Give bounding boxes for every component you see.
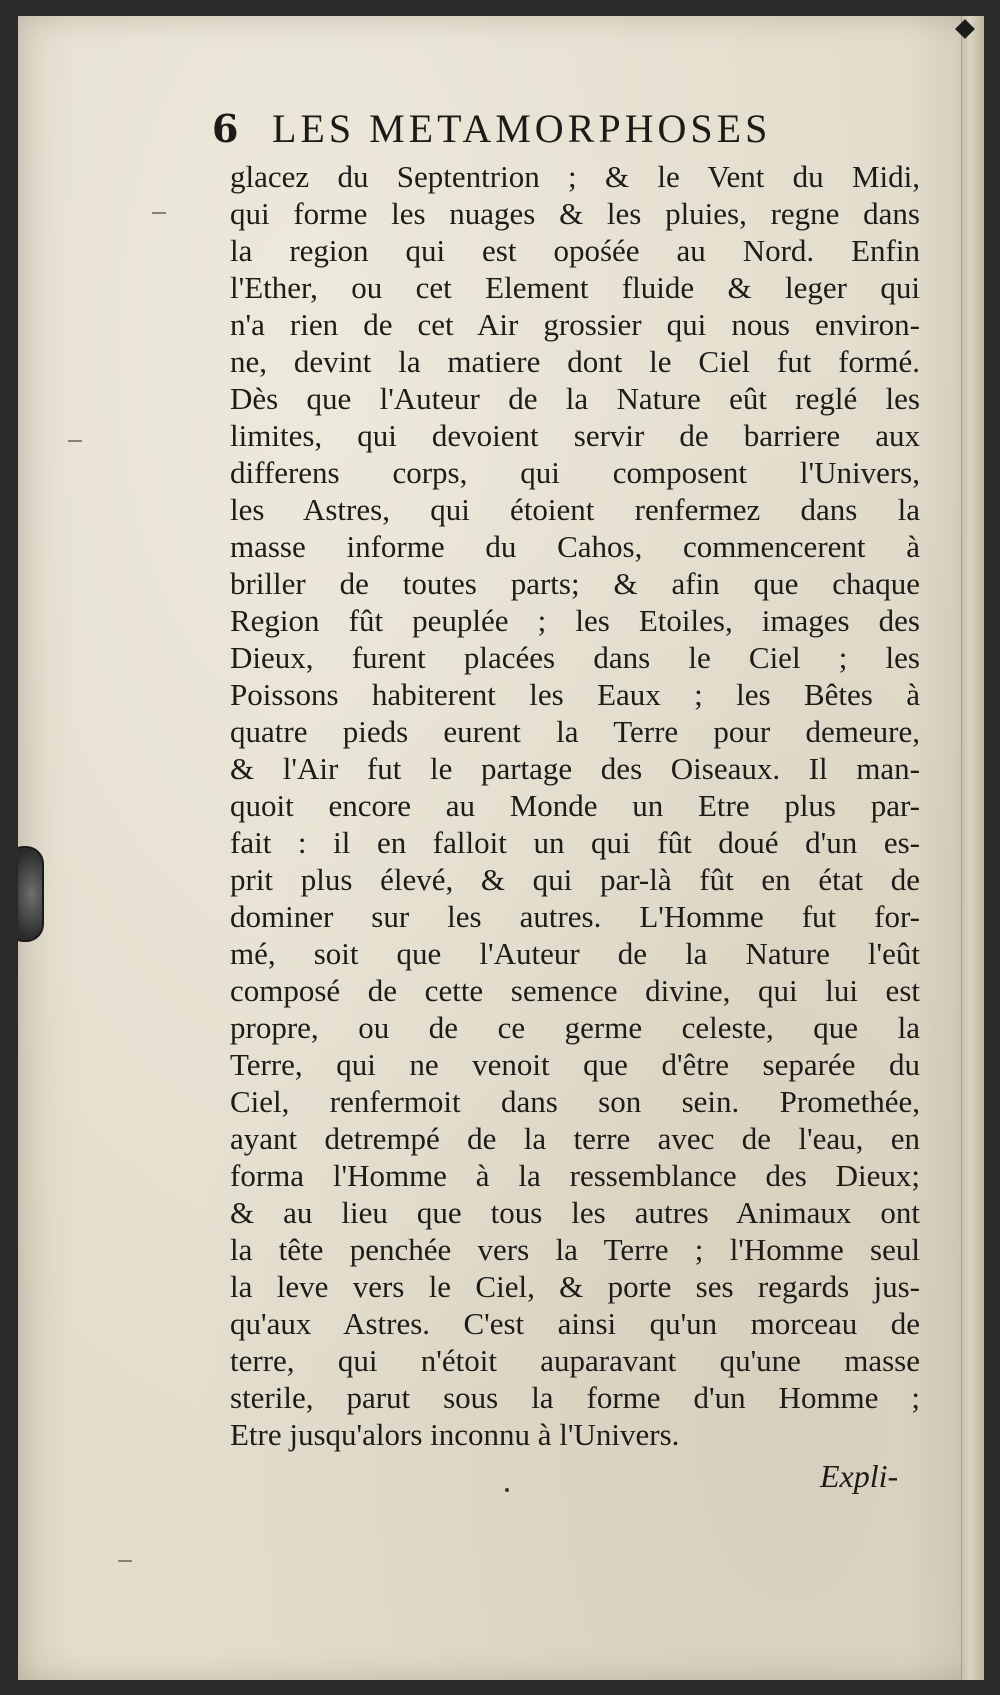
text-line: composé de cette semence divine, qui lui est <box>230 973 920 1008</box>
running-title: LES METAMORPHOSES <box>272 105 772 151</box>
text-line: Terre, qui ne venoit que d'être separée du <box>230 1047 920 1082</box>
text-line: la leve vers le Ciel, & porte ses regards jus- <box>230 1269 920 1304</box>
page-number: 6 <box>212 105 239 151</box>
text-line: forma l'Homme à la ressemblance des Dieux; <box>230 1158 920 1193</box>
text-line: quatre pieds eurent la Terre pour demeure, <box>230 714 920 749</box>
running-head <box>212 100 872 156</box>
text-line: & au lieu que tous les autres Animaux ont <box>230 1195 920 1230</box>
text-line: prit plus élevé, & qui par-là fût en état de <box>230 862 920 897</box>
text-line: Dieux, furent placées dans le Ciel ; les <box>230 640 920 675</box>
text-line: dominer sur les autres. L'Homme fut for- <box>230 899 920 934</box>
text-line: ne, devint la matiere dont le Ciel fut formé. <box>230 344 920 379</box>
text-line: l'Ether, ou cet Element fluide & leger qui <box>230 270 920 305</box>
text-block <box>230 158 920 1453</box>
text-line: Poissons habiterent les Eaux ; les Bêtes à <box>230 677 920 712</box>
text-line: masse informe du Cahos, commencerent à <box>230 529 920 564</box>
text-line: qu'aux Astres. C'est ainsi qu'un morceau de <box>230 1306 920 1341</box>
text-line: terre, qui n'étoit auparavant qu'une masse <box>230 1343 920 1378</box>
text-line: la region qui est opośée au Nord. Enfin <box>230 233 920 268</box>
text-line: n'a rien de cet Air grossier qui nous environ- <box>230 307 920 342</box>
next-page-edge <box>961 16 984 1680</box>
text-line: glacez du Septentrion ; & le Vent du Midi, <box>230 159 920 194</box>
margin-mark <box>68 440 82 442</box>
ink-speck <box>505 1488 509 1492</box>
text-line: limites, qui devoient servir de barriere aux <box>230 418 920 453</box>
text-line: mé, soit que l'Auteur de la Nature l'eût <box>230 936 920 971</box>
text-line: les Astres, qui étoient renfermez dans la <box>230 492 920 527</box>
text-line: qui forme les nuages & les pluies, regne dans <box>230 196 920 231</box>
margin-mark <box>152 212 166 214</box>
catchword: Expli- <box>820 1458 899 1494</box>
book-clasp <box>18 846 44 942</box>
text-line: propre, ou de ce germe celeste, que la <box>230 1010 920 1045</box>
text-line: differens corps, qui composent l'Univers, <box>230 455 920 490</box>
text-line: sterile, parut sous la forme d'un Homme ; <box>230 1380 920 1415</box>
text-line: Etre jusqu'alors inconnu à l'Univers. <box>230 1417 680 1452</box>
text-line: & l'Air fut le partage des Oiseaux. Il man- <box>230 751 920 786</box>
text-line: quoit encore au Monde un Etre plus par- <box>230 788 920 823</box>
text-line: ayant detrempé de la terre avec de l'eau, en <box>230 1121 920 1156</box>
margin-mark <box>118 1560 132 1562</box>
text-line: briller de toutes parts; & afin que chaque <box>230 566 920 601</box>
text-line: la tête penchée vers la Terre ; l'Homme seul <box>230 1232 920 1267</box>
text-line: Dès que l'Auteur de la Nature eût reglé les <box>230 381 920 416</box>
text-line: fait : il en falloit un qui fût doué d'un es- <box>230 825 920 860</box>
text-line: Region fût peuplée ; les Etoiles, images des <box>230 603 920 638</box>
text-line: Ciel, renfermoit dans son sein. Promethée, <box>230 1084 920 1119</box>
